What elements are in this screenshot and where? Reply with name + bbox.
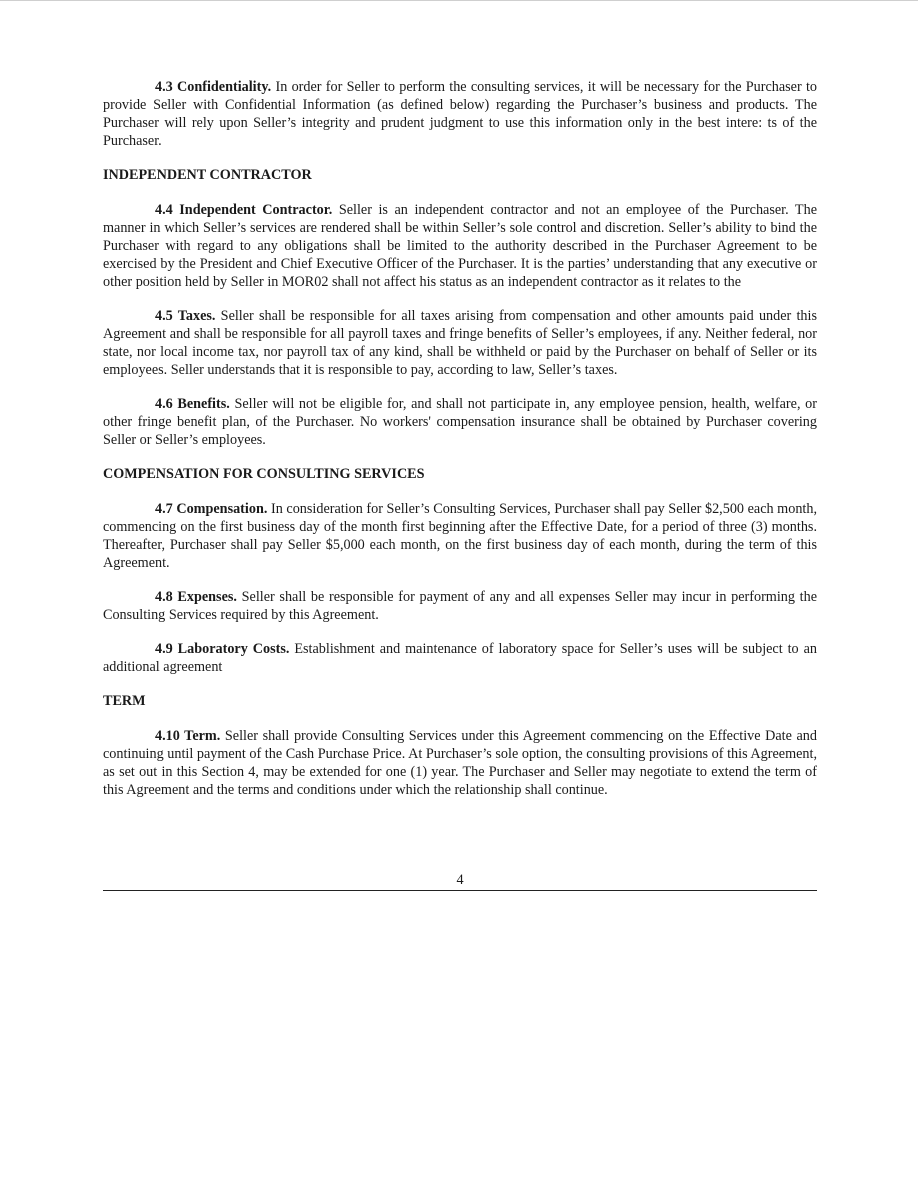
- section-4-3-text: In order for Seller to perform the consulting services, it will be necessary for the Purchaser to provide Seller with Confidential Information (as defined below) regarding the Purchaser’s business and products. The Purchaser will rely upon Seller’s integrity and prudent judgment to use this information only in the best intere: ts of the Purchaser.: [103, 79, 818, 149]
- document-body: [103, 78, 817, 815]
- heading-compensation: COMPENSATION FOR CONSULTING SERVICES: [103, 466, 425, 482]
- page-number: 4: [456, 872, 464, 888]
- section-4-9-heading: 4.9 Laboratory Costs.: [155, 641, 290, 657]
- section-4-9-text: Establishment and maintenance of laboratory space for Seller’s uses will be subject to an additional agreement: [103, 641, 817, 675]
- section-4-6-heading: 4.6 Benefits.: [155, 396, 230, 412]
- section-4-4-text: Seller is an independent contractor and not an employee of the Purchaser. The manner in which Seller’s services are rendered shall be within Seller’s sole control and discretion. Seller’s ability to bind the Purchaser with regard to any obligations shall be limited to the authority described in the Purchaser Agreement to be exercised by the President and Chief Executive Officer of the Purchaser. It is the parties’ understanding that any executive or other position held by Seller in MOR02 shall not affect his status as an independent contractor as it relates to the: [103, 202, 817, 290]
- footer-rule: [103, 890, 817, 891]
- section-4-7-heading: 4.7 Compensation.: [155, 501, 268, 517]
- section-4-4-heading: 4.4 Independent Contractor.: [155, 202, 333, 218]
- page-top-border: [0, 0, 918, 5]
- section-4-9-paragraph: [103, 640, 817, 676]
- section-4-10-heading: 4.10 Term.: [155, 728, 221, 744]
- section-4-7-paragraph: [103, 500, 817, 572]
- section-4-8-heading: 4.8 Expenses.: [155, 589, 237, 605]
- section-4-3-heading: 4.3 Confidentiality.: [155, 79, 272, 95]
- heading-term: TERM: [103, 693, 146, 709]
- section-4-4-paragraph: [103, 201, 817, 291]
- section-4-8-paragraph: [103, 588, 817, 624]
- section-4-6-paragraph: [103, 395, 817, 449]
- section-4-5-paragraph: [103, 307, 817, 379]
- section-4-10-paragraph: [103, 727, 817, 799]
- section-4-8-text: Seller shall be responsible for payment of any and all expenses Seller may incur in performing the Consulting Services required by this Agreement.: [103, 589, 817, 623]
- section-4-5-text: Seller shall be responsible for all taxes arising from compensation and other amounts paid under this Agreement and shall be responsible for all payroll taxes and fringe benefits of Seller’s employees, if any. Neither federal, nor state, nor local income tax, nor payroll tax of any kind, shall be withheld or paid by the Purchaser on behalf of Seller or its employees. Seller understands that it is responsible to pay, according to law, Seller’s taxes.: [103, 308, 817, 378]
- section-4-10-text: Seller shall provide Consulting Services under this Agreement commencing on the Effective Date and continuing until payment of the Cash Purchase Price. At Purchaser’s sole option, the consulting provisions of this Agreement, as set out in this Section 4, may be extended for one (1) year. The Purchaser and Seller may negotiate to extend the term of this Agreement and the terms and conditions under which the relationship shall continue.: [103, 728, 817, 798]
- section-4-6-text: Seller will not be eligible for, and shall not participate in, any employee pension, health, welfare, or other fringe benefit plan, of the Purchaser. No workers' compensation insurance shall be obtained by Purchaser covering Seller or Seller’s employees.: [103, 396, 817, 448]
- section-4-5-heading: 4.5 Taxes.: [155, 308, 216, 324]
- section-4-7-text: In consideration for Seller’s Consulting Services, Purchaser shall pay Seller $2,500 each month, commencing on the first business day of the month first beginning after the Effective Date, for a period of three (3) months. Thereafter, Purchaser shall pay Seller $5,000 each month, on the first business day of each month, during the term of this Agreement.: [103, 501, 817, 571]
- heading-independent-contractor: INDEPENDENT CONTRACTOR: [103, 167, 312, 183]
- section-4-3-paragraph: [103, 78, 817, 150]
